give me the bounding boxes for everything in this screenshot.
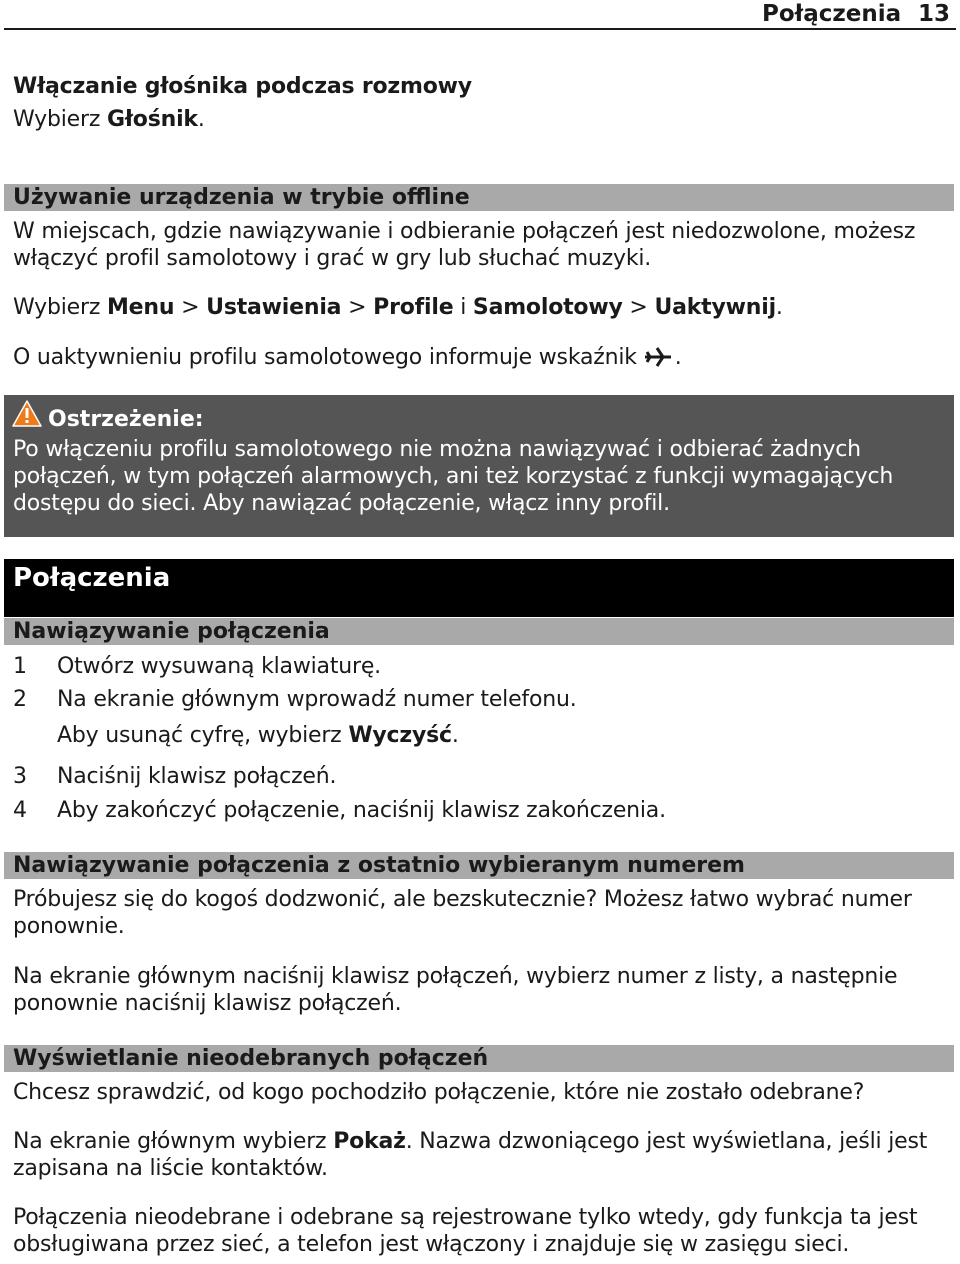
path-prefix: Wybierz [13,295,107,320]
warning-title: Ostrzeżenie: [48,407,204,432]
page-number: 13 [918,1,951,27]
para2-prefix: Na ekranie głównym wybierz [13,1129,334,1154]
running-header-title: Połączenia [762,1,902,27]
step-text: Naciśnij klawisz połączeń. [57,764,337,789]
step-text: Aby zakończyć połączenie, naciśnij klawisz zakończenia. [57,798,666,823]
offline-indicator-line [13,344,682,371]
speaker-instruction [13,106,205,133]
path-and: i [453,295,473,320]
instruction-suffix: . [197,107,205,132]
redial-para2-line2: ponownie naciśnij klawisz połączeń. [13,991,402,1016]
warning-body [13,436,943,517]
speaker-option: Głośnik [106,107,198,132]
offline-para-line2: włączyć profil samolotowy i grać w gry lub słuchać muzyki. [13,246,652,271]
missed-para3-line1: Połączenia nieodebrane i odebrane są rejestrowane tylko wtedy, gdy funkcja ta jest [13,1205,918,1230]
missed-heading: Wyświetlanie nieodebranych połączeń [4,1045,954,1072]
step-subnote [57,722,459,749]
subnote-prefix: Aby usunąć cyfrę, wybierz [57,723,349,748]
step-number: 1 [13,654,27,679]
redial-para2-line1: Na ekranie głównym naciśnij klawisz połączeń, wybierz numer z listy, a następnie [13,964,898,989]
warning-line: dostępu do sieci. Aby nawiązać połączenie, włącz inny profil. [13,491,670,516]
subnote-suffix: . [451,723,459,748]
indicator-end: . [674,345,682,370]
clear-option: Wyczyść [348,723,452,748]
path-separator: > [174,295,207,320]
path-separator: > [341,295,374,320]
instruction-prefix: Wybierz [13,107,107,132]
warning-triangle-icon [12,400,42,427]
missed-para1: Chcesz sprawdzić, od kogo pochodziło połączenie, które nie zostało odebrane? [13,1080,865,1105]
redial-heading: Nawiązywanie połączenia z ostatnio wybieranym numerem [4,852,954,879]
path-settings: Ustawienia [206,295,342,320]
show-option: Pokaż [333,1129,406,1154]
offline-heading: Używanie urządzenia w trybie offline [4,184,954,211]
indicator-text: O uaktywnieniu profilu samolotowego informuje wskaźnik [13,345,637,370]
warning-line: Po włączeniu profilu samolotowego nie można nawiązywać i odbierać żadnych [13,437,861,462]
airplane-icon [641,346,675,368]
redial-para1-line1: Próbujesz się do kogoś dodzwonić, ale bezskutecznie? Możesz łatwo wybrać numer [13,887,912,912]
step-number: 2 [13,687,27,712]
header-rule [4,28,956,30]
missed-para2-line1 [13,1128,927,1155]
path-end: . [775,295,783,320]
offline-para-line1: W miejscach, gdzie nawiązywanie i odbieranie połączeń jest niedozwolone, możesz [13,219,916,244]
step-number: 3 [13,764,27,789]
redial-para1-line2: ponownie. [13,914,125,939]
missed-para3-line2: obsługiwana przez sieć, a telefon jest włączony i znajduje się w zasięgu sieci. [13,1232,850,1257]
make-call-heading: Nawiązywanie połączenia [4,618,954,645]
path-flight: Samolotowy [472,295,623,320]
path-activate: Uaktywnij [654,295,776,320]
path-profiles: Profile [373,295,454,320]
path-separator: > [622,295,655,320]
warning-line: połączeń, w tym połączeń alarmowych, ani też korzystać z funkcji wymagających [13,464,894,489]
missed-para2-line2: zapisana na liście kontaktów. [13,1156,328,1181]
offline-menu-path [13,294,783,321]
step-text: Otwórz wysuwaną klawiaturę. [57,654,381,679]
section-title: Połączenia [13,563,171,593]
step-text: Na ekranie głównym wprowadź numer telefonu. [57,687,577,712]
step-number: 4 [13,798,27,823]
speaker-heading: Włączanie głośnika podczas rozmowy [13,74,472,99]
para2-suffix: . Nazwa dzwoniącego jest wyświetlana, jeśli jest [405,1129,928,1154]
path-menu: Menu [106,295,175,320]
